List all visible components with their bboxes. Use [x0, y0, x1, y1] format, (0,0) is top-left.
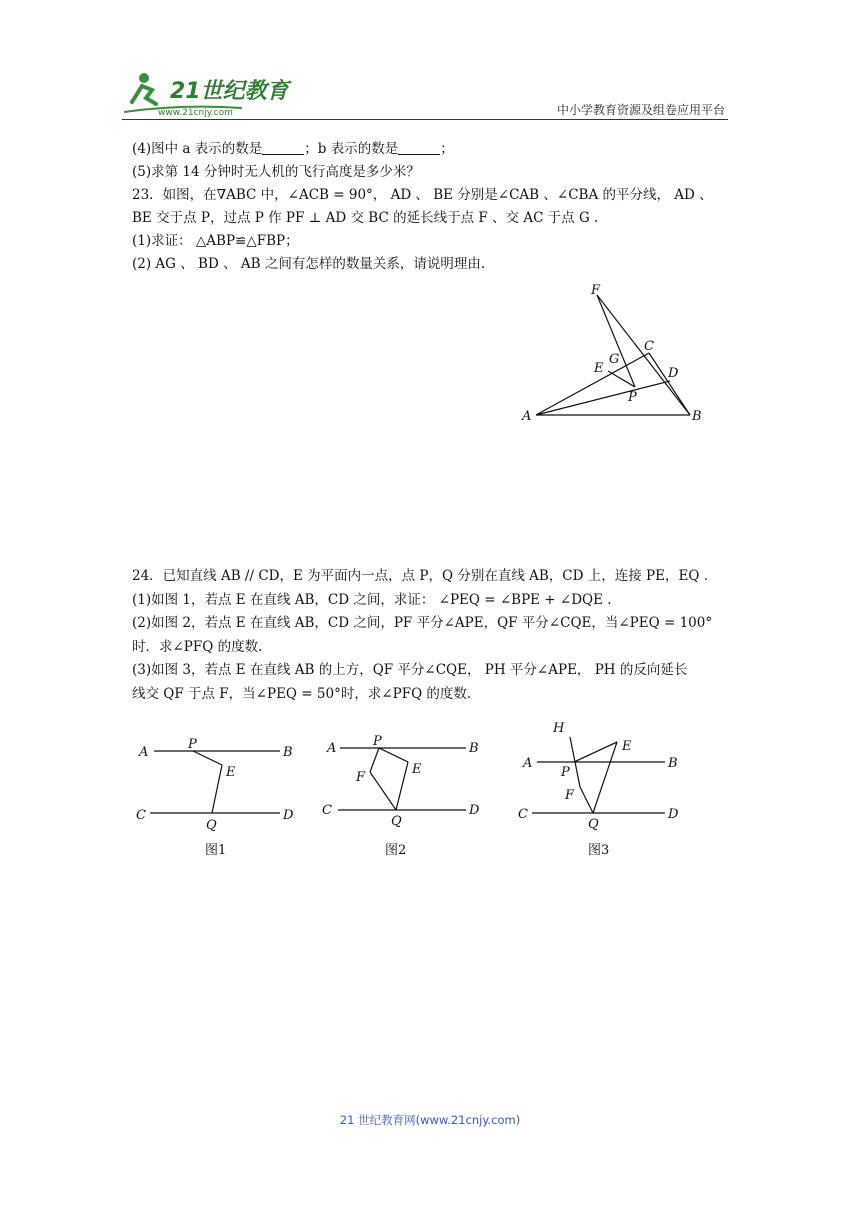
q23-line4: (2) AG 、 BD 、 AB 之间有怎样的数量关系，请说明理由. [132, 256, 486, 272]
q22-part5: (5)求第 14 分钟时无人机的飞行高度是多少米？ [132, 164, 420, 180]
fig3-label-H: H [553, 721, 565, 736]
site-logo [122, 68, 292, 118]
label-P: P [628, 390, 637, 405]
answer-blank-a[interactable] [262, 141, 304, 155]
fig2-label-P: P [373, 734, 382, 749]
figure-3 [532, 737, 665, 813]
platform-name: 中小学教育资源及组卷应用平台 [556, 103, 725, 117]
fig3-label-C: C [518, 807, 528, 822]
q23-figure [515, 280, 715, 425]
question-block-upper [132, 138, 732, 276]
svg-text:21世纪教育: 21世纪教育 [170, 79, 289, 104]
page-header [0, 0, 860, 125]
fig2-label-B: B [469, 741, 479, 756]
header-rule [122, 119, 728, 120]
q24-line4: 时．求∠PFQ 的度数. [132, 638, 263, 655]
q23-line3: (1)求证： △ABP≌△FBP； [132, 233, 299, 249]
fig2-label-F: F [356, 770, 366, 785]
q24-figures [130, 715, 700, 865]
fig2-label-C: C [322, 803, 332, 818]
q22-part4: (4)图中 a 表示的数是 ；b 表示的数是 ； [132, 141, 454, 157]
label-C: C [644, 339, 654, 354]
fig1-label-C: C [136, 808, 146, 823]
label-D: D [668, 366, 679, 381]
q23-line1: 23．如图，在∇ABC 中，∠ACB = 90°， AD 、 BE 分别是∠CAB 、∠CBA 的平分线， AD 、 [132, 187, 713, 203]
fig1-label-B: B [283, 745, 293, 760]
figure-1 [150, 751, 280, 813]
q24-line1: 24．已知直线 AB // CD，E 为平面内一点，点 P，Q 分别在直线 AB，CD 上，连接 PE，EQ . [132, 568, 708, 584]
label-E: E [594, 361, 604, 376]
q24-line6: 线交 QF 于点 F，当∠PEQ = 50°时，求∠PFQ 的度数. [132, 685, 472, 702]
q24-line5: (3)如图 3，若点 E 在直线 AB 的上方，QF 平分∠CQE， PH 平分∠APE， PH 的反向延长 [132, 662, 688, 678]
fig1-label-Q: Q [206, 818, 217, 833]
fig3-label-P: P [561, 765, 570, 780]
svg-text:www.21cnjy.com: www.21cnjy.com [158, 108, 233, 118]
fig1-label-E: E [226, 765, 236, 780]
label-B: B [692, 409, 702, 424]
q23-line2: BE 交于点 P，过点 P 作 PF ⊥ AD 交 BC 的延长线于点 F 、交 AC 于点 G . [132, 210, 599, 226]
fig2-label-Q: Q [391, 814, 402, 829]
fig1-label-D: D [283, 808, 294, 823]
fig3-label-D: D [668, 807, 679, 822]
page-footer[interactable]: 21 世纪教育网(www.21cnjy.com) [339, 1113, 521, 1127]
q24-line2: (1)如图 1，若点 E 在直线 AB，CD 之间，求证： ∠PEQ = ∠BPE + ∠DQE . [132, 591, 612, 608]
label-G: G [609, 352, 620, 367]
fig3-label-F: F [565, 788, 575, 803]
fig2-label-E: E [412, 762, 422, 777]
label-A: A [522, 409, 532, 424]
fig1-caption: 图1 [205, 843, 227, 858]
answer-blank-b[interactable] [398, 141, 440, 155]
fig3-label-A: A [523, 756, 533, 771]
fig3-label-Q: Q [588, 817, 599, 832]
fig2-caption: 图2 [385, 843, 407, 858]
fig3-caption: 图3 [588, 843, 610, 858]
fig1-label-P: P [188, 737, 197, 752]
fig1-label-A: A [139, 745, 149, 760]
fig2-label-A: A [327, 741, 337, 756]
fig3-label-E: E [622, 739, 632, 754]
q24-line3: (2)如图 2，若点 E 在直线 AB，CD 之间，PF 平分∠APE，QF 平分∠CQE，当∠PEQ = 100° [132, 615, 713, 631]
fig3-label-B: B [668, 756, 678, 771]
question-block-24 [132, 565, 732, 706]
label-F: F [591, 283, 601, 298]
fig2-label-D: D [469, 803, 480, 818]
